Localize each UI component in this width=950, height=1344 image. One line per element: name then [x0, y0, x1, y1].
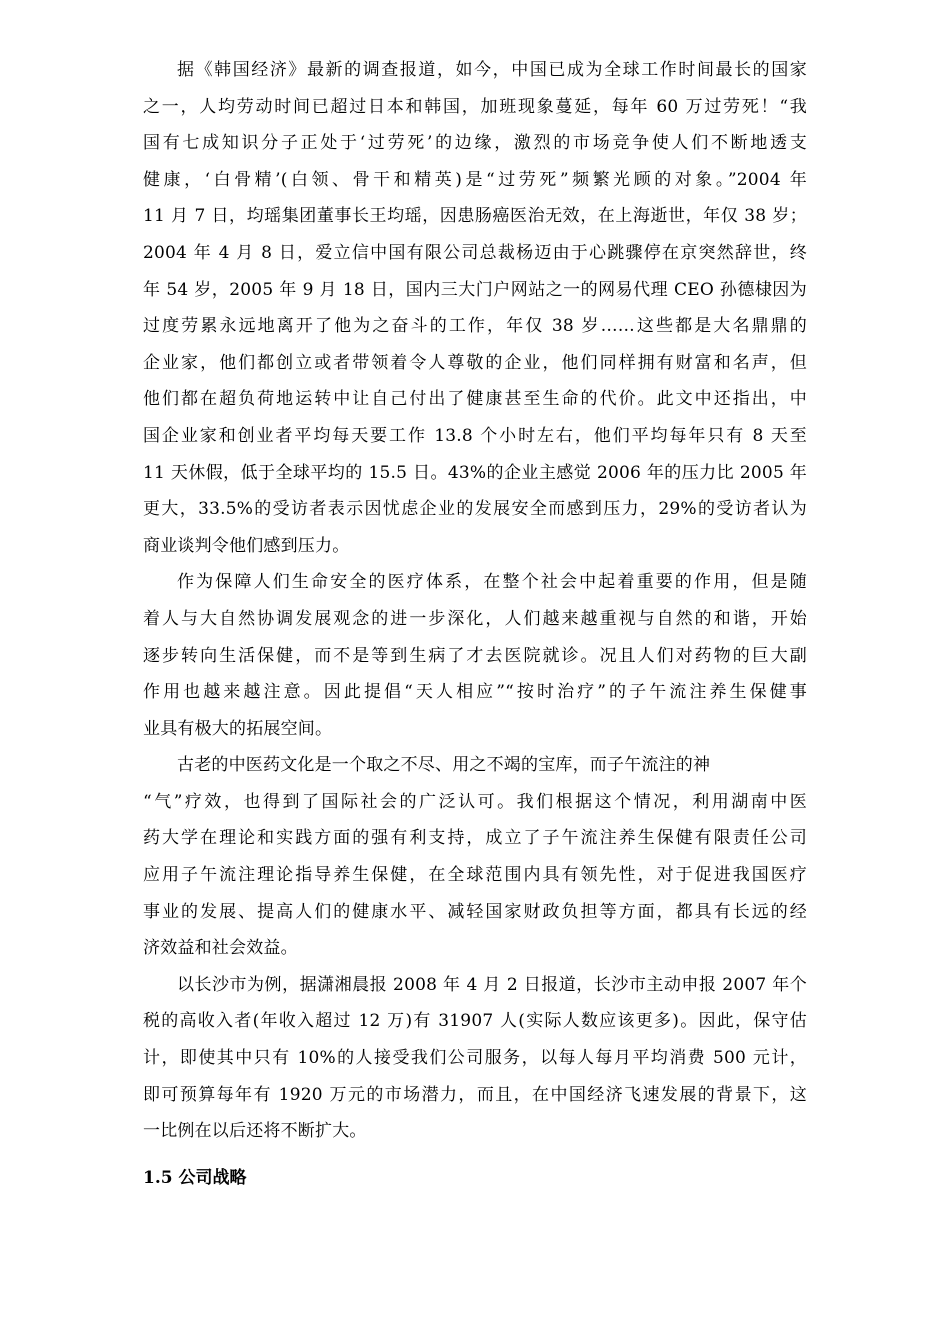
text-line: 逐步转向生活保健，而不是等到生病了才去医院就诊。况且人们对药物的巨大副	[143, 645, 807, 666]
text-line: 业具有极大的拓展空间。	[143, 718, 333, 739]
text-line: 古老的中医药文化是一个取之不尽、用之不竭的宝库，而子午流注的神	[177, 755, 711, 776]
text-line: 商业谈判令他们感到压力。	[143, 535, 350, 556]
text-line: 据《韩国经济》最新的调查报道，如今，中国已成为全球工作时间最长的国家	[177, 60, 807, 80]
text-line: 11 天休假，低于全球平均的 15.5 日。43%的企业主感觉 2006 年的压力比 2005 年	[143, 462, 807, 483]
text-line: 着人与大自然协调发展观念的进一步深化，人们越来越重视与自然的和谐，开始	[143, 608, 807, 629]
text-line: 过度劳累永远地离开了他为之奋斗的工作，年仅 38 岁……这些都是大名鼎鼎的	[143, 316, 807, 337]
text-line: 应用子午流注理论指导养生保健，在全球范围内具有领先性，对于促进我国医疗	[143, 865, 807, 886]
paragraph-changsha-market	[143, 967, 807, 1150]
text-line: 企业家，他们都创立或者带领着令人尊敬的企业，他们同样拥有财富和名声，但	[143, 352, 807, 373]
text-line: 济效益和社会效益。	[143, 938, 298, 959]
document-body	[143, 52, 807, 1196]
text-line: 即可预算每年有 1920 万元的市场潜力，而且，在中国经济飞速发展的背景下，这	[143, 1084, 807, 1105]
paragraph-healthcare	[143, 564, 807, 747]
text-line: 一比例在以后还将不断扩大。	[143, 1121, 367, 1142]
text-line: 税的高收入者(年收入超过 12 万)有 31907 人(实际人数应该更多)。因此，保守估	[143, 1011, 807, 1032]
section-heading: 1.5 公司战略	[143, 1167, 247, 1188]
text-line: 年 54 岁，2005 年 9 月 18 日，国内三大门户网站之一的网易代理 CEO 孙德棣因为	[143, 279, 807, 300]
text-line: 他们都在超负荷地运转中让自己付出了健康甚至生命的代价。此文中还指出，中	[143, 389, 807, 410]
text-line: 事业的发展、提高人们的健康水平、减轻国家财政负担等方面，都具有长远的经	[143, 901, 807, 922]
text-line: 国有七成知识分子正处于‘过劳死’的边缘，激烈的市场竞争使人们不断地透支	[143, 133, 807, 154]
text-line: 2004 年 4 月 8 日，爱立信中国有限公司总裁杨迈由于心跳骤停在京突然辞世，终	[143, 242, 807, 263]
text-line: 11 月 7 日，均瑶集团董事长王均瑶，因患肠癌医治无效，在上海逝世，年仅 38 岁；	[143, 206, 807, 227]
paragraph-tcm-culture	[143, 747, 807, 967]
paragraph-overwork	[143, 52, 807, 564]
text-line: 作为保障人们生命安全的医疗体系，在整个社会中起着重要的作用，但是随	[177, 572, 807, 593]
text-line: 作用也越来越注意。因此提倡“天人相应”“按时治疗”的子午流注养生保健事	[143, 682, 807, 703]
text-line: 药大学在理论和实践方面的强有利支持，成立了子午流注养生保健有限责任公司	[143, 828, 807, 849]
text-line: 以长沙市为例，据潇湘晨报 2008 年 4 月 2 日报道，长沙市主动申报 2007 年个	[177, 974, 807, 995]
text-line: 国企业家和创业者平均每天要工作 13.8 个小时左右，他们平均每年只有 8 天至	[143, 425, 807, 446]
text-line: 计，即使其中只有 10%的人接受我们公司服务，以每人每月平均消费 500 元计，	[143, 1048, 807, 1069]
text-line: 之一，人均劳动时间已超过日本和韩国，加班现象蔓延，每年 60 万过劳死！“我	[143, 96, 807, 117]
text-line: 健康，‘白骨精’(白领、骨干和精英)是“过劳死”频繁光顾的对象。”2004 年	[143, 169, 807, 190]
text-line: 更大，33.5%的受访者表示因忧虑企业的发展安全而感到压力，29%的受访者认为	[143, 499, 807, 520]
text-line: “气”疗效，也得到了国际社会的广泛认可。我们根据这个情况，利用湖南中医	[143, 791, 807, 812]
